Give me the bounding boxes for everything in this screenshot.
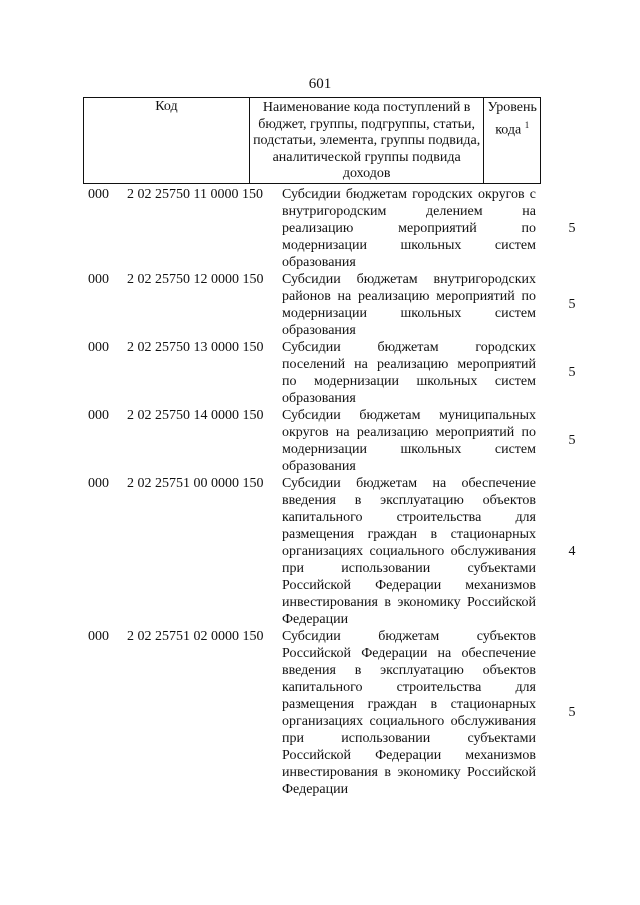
row-prefix: 000 [88, 272, 109, 287]
row-code: 2 02 25750 11 0000 150 [127, 187, 263, 202]
table-row [0, 186, 640, 271]
footnote-marker: 1 [524, 119, 530, 130]
table-row [0, 407, 640, 475]
row-code: 2 02 25750 12 0000 150 [127, 272, 264, 287]
header-name: Наименование кода поступлений в бюджет, группы, подгруппы, статьи, подстатьи, элемента, группы подвида, аналитической группы подвида доходов [249, 98, 483, 184]
row-code: 2 02 25750 13 0000 150 [127, 340, 264, 355]
row-level: 5 [568, 365, 576, 380]
row-code: 2 02 25751 00 0000 150 [127, 476, 264, 491]
table-row [0, 628, 640, 798]
income-code-list [0, 186, 640, 798]
table-row [0, 271, 640, 339]
page-number: 601 [308, 76, 332, 92]
row-name: Субсидии бюджетам субъектов Российской Федерации на обеспечение введения в эксплуатацию объектов капитального строительства для размещения граждан в стационарных организациях социального обслуживания при использовании субъектами Российской Федерации механизмов инвестирования в экономику Российской Федерации [282, 629, 536, 797]
row-code: 2 02 25751 02 0000 150 [127, 629, 264, 644]
row-level: 4 [568, 543, 576, 559]
row-level: 5 [568, 297, 576, 312]
header-row [84, 98, 541, 184]
header-level-label: Уровень кода [487, 100, 537, 138]
header-code: Код [84, 98, 250, 184]
row-name: Субсидии бюджетам городских округов с внутригородским делением на реализацию мероприятий по модернизации школьных систем образования [282, 187, 536, 270]
row-prefix: 000 [88, 476, 109, 491]
row-prefix: 000 [88, 340, 109, 355]
table-row [0, 339, 640, 407]
row-prefix: 000 [88, 629, 109, 644]
row-level: 5 [568, 433, 576, 448]
table-header [83, 97, 541, 184]
header-level [484, 98, 541, 184]
row-code: 2 02 25750 14 0000 150 [127, 408, 264, 423]
row-name: Субсидии бюджетам внутригородских районов на реализацию мероприятий по модернизации школьных систем образования [282, 272, 536, 338]
row-prefix: 000 [88, 187, 109, 202]
row-name: Субсидии бюджетам на обеспечение введения в эксплуатацию объектов капитального строительства для размещения граждан в стационарных организациях социального обслуживания при использовании субъектами Российской Федерации механизмов инвестирования в экономику Российской Федерации [282, 476, 536, 627]
row-level: 5 [568, 705, 576, 720]
row-name: Субсидии бюджетам городских поселений на реализацию мероприятий по модернизации школьных систем образования [282, 340, 536, 406]
row-name: Субсидии бюджетам муниципальных округов на реализацию мероприятий по модернизации школьных систем образования [282, 408, 536, 474]
row-prefix: 000 [88, 408, 109, 423]
row-level: 5 [568, 220, 576, 236]
table-row [0, 475, 640, 628]
